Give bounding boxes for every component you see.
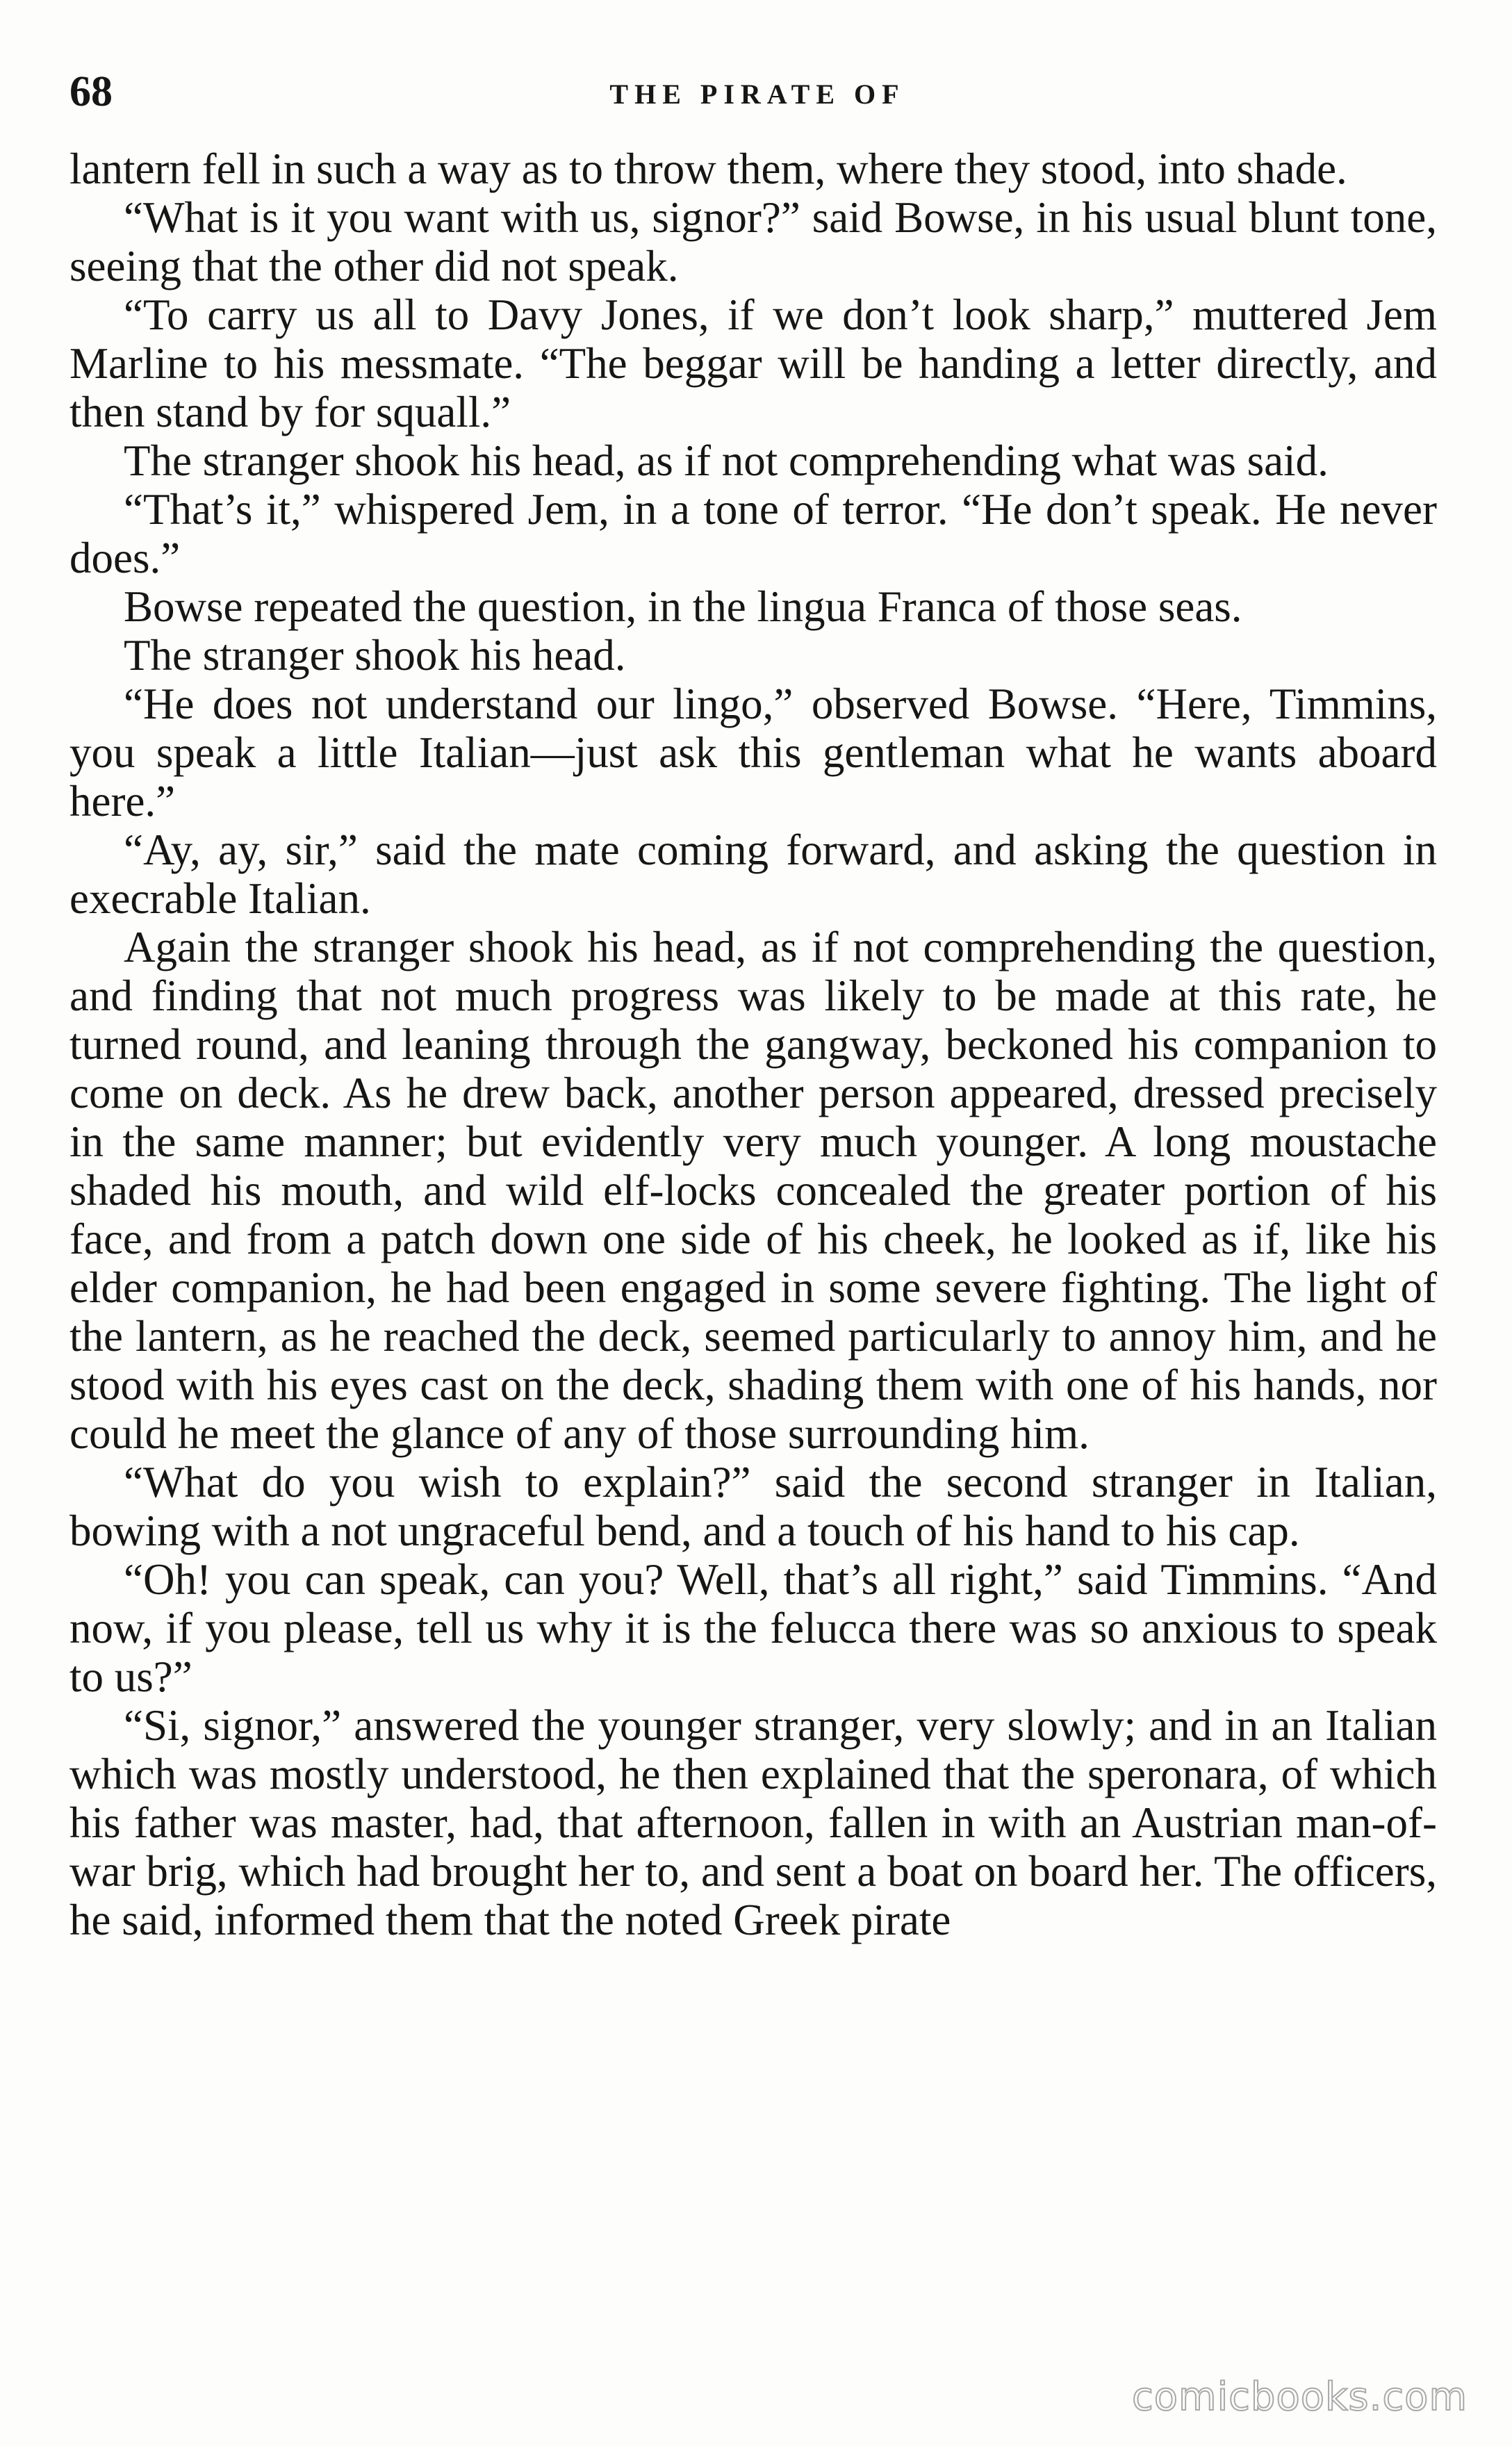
paragraph: “What is it you want with us, signor?” said Bowse, in his usual blunt tone, seeing that the other did not speak. — [69, 193, 1437, 290]
paragraph: The stranger shook his head, as if not comprehending what was said. — [124, 436, 1329, 485]
text-body — [69, 145, 1437, 1944]
paragraph: lantern fell in such a way as to throw them, where they stood, into shade. — [69, 145, 1347, 193]
paragraph: “Oh! you can speak, can you? Well, that’s all right,” said Timmins. “And now, if you please, tell us why it is the felucca there was so anxious to speak to us?” — [69, 1555, 1437, 1701]
paragraph: Bowse repeated the question, in the lingua Franca of those seas. — [124, 582, 1242, 631]
page-number: 68 — [69, 68, 113, 115]
paragraph: “Si, signor,” answered the younger stranger, very slowly; and in an Italian which was mostly understood, he then explained that the speronara, of which his father was master, had, that afternoon, fallen in with an Austrian man-of-war brig, which had brought her to, and sent a boat on board her. The officers, he said, informed them that the noted Greek pirate — [69, 1701, 1437, 1944]
paragraph: “To carry us all to Davy Jones, if we don’t look sharp,” muttered Jem Marline to his messmate. “The beggar will be handing a letter directly, and then stand by for squall.” — [69, 290, 1437, 436]
paragraph: Again the stranger shook his head, as if not comprehending the question, and finding that not much progress was likely to be made at this rate, he turned round, and leaning through the gangway, beckoned his companion to come on deck. As he drew back, another person appeared, dressed precisely in the same manner; but evidently very much younger. A long moustache shaded his mouth, and wild elf-locks concealed the greater portion of his face, and from a patch down one side of his cheek, he looked as if, like his elder companion, he had been engaged in some severe fighting. The light of the lantern, as he reached the deck, seemed particularly to annoy him, and he stood with his eyes cast on the deck, shading them with one of his hands, nor could he meet the glance of any of those surrounding him. — [69, 923, 1437, 1458]
paragraph: “Ay, ay, sir,” said the mate coming forward, and asking the question in execrable Italian. — [69, 826, 1437, 923]
running-title: THE PIRATE OF — [609, 79, 905, 110]
paragraph: The stranger shook his head. — [124, 631, 626, 680]
paragraph: “He does not understand our lingo,” observed Bowse. “Here, Timmins, you speak a little Italian—just ask this gentleman what he wants aboard here.” — [69, 680, 1437, 826]
paragraph: “That’s it,” whispered Jem, in a tone of terror. “He don’t speak. He never does.” — [69, 485, 1437, 582]
running-head — [69, 64, 1445, 120]
watermark: comicbooks.com — [1131, 2374, 1468, 2420]
paragraph: “What do you wish to explain?” said the second stranger in Italian, bowing with a not ungraceful bend, and a touch of his hand to his cap. — [69, 1458, 1437, 1555]
